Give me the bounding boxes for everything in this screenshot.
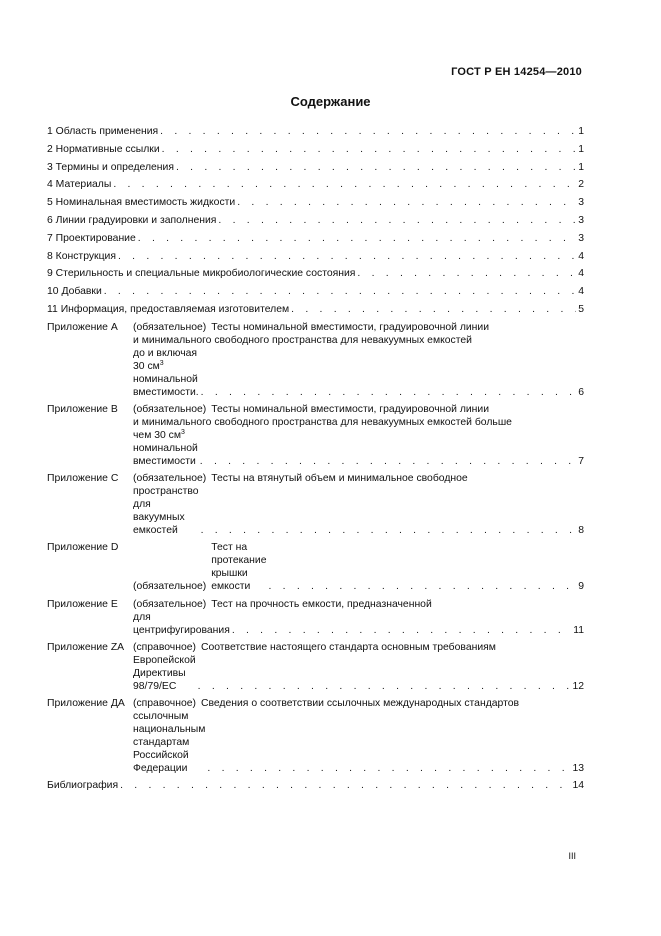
toc-entry-title: Материалы <box>55 179 112 191</box>
dot-leader <box>160 125 576 138</box>
appendix-title-line: Соответствие настоящего стандарта основным требованиям <box>200 641 496 653</box>
table-of-contents <box>47 125 584 797</box>
dot-leader <box>118 250 576 263</box>
toc-entry-page: 1 <box>578 143 584 155</box>
appendix-category: (обязательное) <box>133 473 207 485</box>
toc-entry-page: 3 <box>578 232 584 244</box>
toc-entry-number: 4 <box>47 179 56 191</box>
toc-appendix-c[interactable] <box>47 472 584 537</box>
toc-appendix-a[interactable] <box>47 321 584 399</box>
appendix-title-last: Тест на протекание крышки емкости <box>211 542 267 593</box>
toc-entry-page: 3 <box>578 214 584 226</box>
toc-appendix-e[interactable] <box>47 598 584 637</box>
appendix-title-line: Тест на прочность емкости, предназначенной <box>211 598 432 610</box>
appendix-category: (обязательное) <box>133 581 207 593</box>
dot-leader <box>138 232 576 245</box>
dot-leader <box>218 214 576 227</box>
toc-entry-title: Проектирование <box>55 232 136 244</box>
toc-entry-number: 9 <box>47 268 56 280</box>
toc-entry-page: 4 <box>578 268 584 280</box>
toc-appendix-d[interactable] <box>47 541 584 593</box>
toc-entry[interactable] <box>47 196 584 209</box>
toc-entry[interactable] <box>47 161 584 174</box>
dot-leader <box>201 386 577 399</box>
dot-leader <box>268 580 576 593</box>
toc-entry-page: 6 <box>578 386 584 398</box>
dot-leader <box>291 303 576 316</box>
toc-entry-page: 7 <box>578 455 584 467</box>
toc-entry-page: 3 <box>578 197 584 209</box>
toc-entry-title: Конструкция <box>55 250 116 262</box>
toc-entry-page: 1 <box>578 161 584 173</box>
toc-entry[interactable] <box>47 214 584 227</box>
appendix-title-line: Тесты номинальной вместимости, градуировочной линии <box>211 321 490 333</box>
toc-entry-title: Нормативные ссылки <box>55 143 160 155</box>
toc-entry-title: Информация, предоставляемая изготовителем <box>60 303 290 315</box>
toc-entry[interactable] <box>47 232 584 245</box>
appendix-label: Приложение D <box>47 542 119 554</box>
toc-entry-page: 9 <box>578 581 584 593</box>
toc-entry-page: 13 <box>572 762 584 774</box>
toc-entry-number: 2 <box>47 143 56 155</box>
toc-entry[interactable] <box>47 267 584 280</box>
dot-leader <box>120 779 570 792</box>
dot-leader <box>357 267 576 280</box>
toc-entry-bibliography[interactable] <box>47 779 584 792</box>
toc-entry-number: 5 <box>47 197 56 209</box>
appendix-title-line: и минимального свободного пространства для невакуумных емкостей <box>133 334 472 346</box>
appendix-title-line: Тесты номинальной вместимости, градуировочной линии <box>211 403 490 415</box>
appendix-title-last: для центрифугирования <box>133 611 230 636</box>
toc-entry-title: Линии градуировки и заполнения <box>55 214 217 226</box>
standard-number: ГОСТ Р ЕН 14254—2010 <box>451 66 582 78</box>
appendix-title-line: и минимального свободного пространства для невакуумных емкостей больше <box>133 416 512 428</box>
dot-leader <box>207 762 570 775</box>
toc-appendix-za[interactable] <box>47 641 584 693</box>
toc-entry-number: 8 <box>47 250 56 262</box>
dot-leader <box>237 196 576 209</box>
toc-entry[interactable] <box>47 143 584 156</box>
dot-leader <box>104 285 576 298</box>
toc-entry-title: Библиография <box>47 780 119 792</box>
toc-entry-title: Область применения <box>55 126 159 137</box>
appendix-category: (обязательное) <box>133 403 207 415</box>
appendix-label: Приложение В <box>47 403 118 415</box>
appendix-label: Приложение ZA <box>47 641 125 653</box>
dot-leader <box>200 455 576 468</box>
toc-entry-page: 12 <box>572 680 584 692</box>
toc-entry[interactable] <box>47 250 584 263</box>
appendix-title-last: Европейской Директивы 98/79/ЕС <box>133 654 196 692</box>
appendix-label: Приложение Е <box>47 598 118 610</box>
dot-leader <box>176 161 576 174</box>
toc-entry[interactable] <box>47 303 584 316</box>
toc-entry-page: 5 <box>578 303 584 315</box>
toc-entry-page: 8 <box>578 525 584 537</box>
page-number: III <box>568 851 576 861</box>
toc-entry-number: 7 <box>47 232 56 244</box>
toc-entry-page: 4 <box>578 250 584 262</box>
superscript: 3 <box>181 428 185 436</box>
toc-entry-title: Стерильность и специальные микробиологические состояния <box>55 268 356 280</box>
toc-entry-number: 1 <box>47 126 56 137</box>
appendix-category: (обязательное) <box>133 598 207 610</box>
dot-leader <box>232 624 571 637</box>
superscript: 3 <box>159 359 164 367</box>
appendix-title-line: Тесты на втянутый объем и минимальное свободное <box>211 473 468 485</box>
appendix-category: (справочное) <box>133 641 196 653</box>
appendix-category: (обязательное) <box>133 321 207 333</box>
dot-leader <box>201 524 577 537</box>
toc-entry-title: Номинальная вместимость жидкости <box>55 197 236 209</box>
toc-entry-page: 2 <box>578 179 584 191</box>
dot-leader <box>162 143 577 156</box>
toc-appendix-b[interactable] <box>47 403 584 468</box>
appendix-title-last: пространство для вакуумных емкостей <box>133 486 199 537</box>
toc-entry-number: 6 <box>47 214 56 226</box>
toc-appendix-da[interactable] <box>47 697 584 775</box>
appendix-label: Приложение А <box>47 321 118 333</box>
appendix-title-last: ссылочным национальным стандартам Российской Федерации <box>133 710 206 774</box>
dot-leader <box>198 680 571 693</box>
toc-entry-number: 11 <box>47 303 61 315</box>
appendix-category: (справочное) <box>133 697 196 709</box>
appendix-title-line: Сведения о соответствии ссылочных международных стандартов <box>200 697 520 709</box>
toc-entry-page: 1 <box>578 126 584 137</box>
toc-entry-page: 11 <box>573 624 584 636</box>
toc-entry-title: Добавки <box>61 286 102 298</box>
toc-entry[interactable] <box>47 285 584 298</box>
toc-entry-page: 14 <box>572 780 584 792</box>
appendix-title-last: чем 30 $см^3$ номинальной вместимости <box>133 428 198 467</box>
appendix-label: Приложение ДА <box>47 697 125 709</box>
appendix-title-last: до и включая 30 $см^3$ номинальной вместимости. <box>133 347 199 398</box>
toc-entry-page: 4 <box>578 286 584 298</box>
toc-entry-title: Термины и определения <box>55 161 174 173</box>
appendix-label: Приложение С <box>47 473 119 485</box>
dot-leader <box>113 178 576 191</box>
toc-entry[interactable] <box>47 178 584 191</box>
page-title: Содержание <box>290 94 371 109</box>
toc-entry[interactable] <box>47 125 584 138</box>
toc-entry-number: 10 <box>47 286 62 298</box>
toc-entry-number: 3 <box>47 161 56 173</box>
